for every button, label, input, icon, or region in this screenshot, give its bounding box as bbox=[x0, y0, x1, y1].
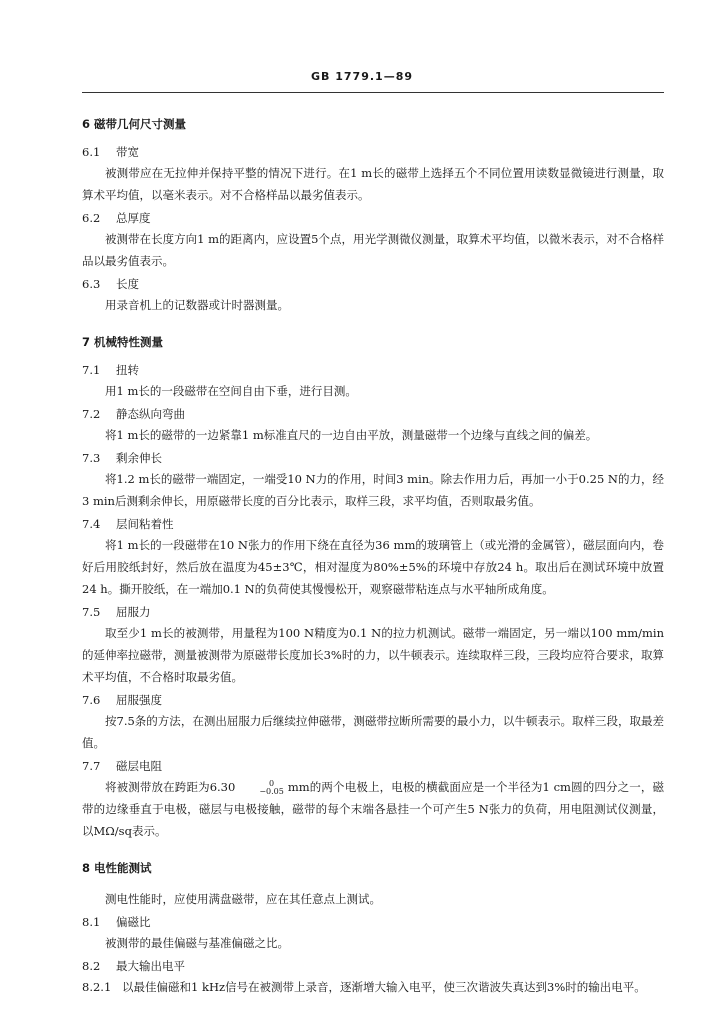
standard-code-header: GB 1779.1—89 bbox=[311, 70, 413, 83]
section-title: 总厚度 bbox=[116, 211, 151, 225]
section-number: 6.3 bbox=[82, 277, 101, 291]
section-7-heading: 7 机械特性测量 bbox=[82, 335, 164, 349]
section-7-6-text: 按7.5条的方法，在测出屈服力后继续拉伸磁带，测磁带拉断所需要的最小力，以牛顿表示。取样三段，取最差值。 bbox=[82, 714, 664, 750]
section-7-3-heading bbox=[82, 450, 664, 466]
section-number: 7.7 bbox=[82, 759, 101, 773]
section-number: 7.3 bbox=[82, 451, 101, 465]
section-8-2-1-text bbox=[82, 976, 664, 998]
section-6-1-heading bbox=[82, 144, 664, 160]
section-7-1-heading bbox=[82, 362, 664, 378]
section-7-1-text: 用1 m长的一段磁带在空间自由下垂，进行目测。 bbox=[105, 384, 357, 398]
section-title: 长度 bbox=[116, 277, 139, 291]
section-7-7-text bbox=[82, 776, 664, 842]
section-number: 7.2 bbox=[82, 407, 101, 421]
section-title: 屈服强度 bbox=[116, 693, 162, 707]
tolerance-upper: 0 bbox=[269, 779, 275, 788]
section-title: 屈服力 bbox=[116, 605, 151, 619]
section-6-2-text: 被测带在长度方向1 m的距离内，应设置5个点，用光学测微仪测量，取算术平均值，以微米表示，对不合格样品以最劣值表示。 bbox=[82, 232, 664, 268]
section-number: 8.2 bbox=[82, 959, 101, 973]
section-6-3-text: 用录音机上的记数器或计时器测量。 bbox=[105, 298, 289, 312]
section-8-1-heading bbox=[82, 914, 664, 930]
section-title: 带宽 bbox=[116, 145, 139, 159]
section-6-heading: 6 磁带几何尺寸测量 bbox=[82, 117, 187, 131]
section-7-2-text: 将1 m长的磁带的一边紧靠1 m标准直尺的一边自由平放，测量磁带一个边缘与直线之间的偏差。 bbox=[105, 428, 598, 442]
section-7-4-text: 将1 m长的一段磁带在10 N张力的作用下绕在直径为36 mm的玻璃管上（或光滑的金属管），磁层面向内，卷好后用胶纸封好，然后放在温度为45±3℃，相对湿度为80%±5%的环境中存放24 h。取出后在测试环境中放置24 h。撕开胶纸，在一端加0.1 N的负荷使其慢慢松开，观察磁带粘连点与水平轴所成角度。 bbox=[82, 538, 664, 596]
document-body bbox=[82, 112, 664, 1002]
section-8-2-heading bbox=[82, 958, 664, 974]
section-8-heading: 8 电性能测试 bbox=[82, 861, 152, 875]
section-7-5-text: 取至少1 m长的被测带，用量程为100 N精度为0.1 N的拉力机测试。磁带一端固定，另一端以100 mm/min的延伸率拉磁带，测量被测带为原磁带长度加长3%时的力，以牛顿表示。连续取样三段，三段均应符合要求，取算术平均值，不合格时取最劣值。 bbox=[82, 626, 664, 684]
section-title: 磁层电阻 bbox=[116, 759, 162, 773]
section-number: 7.4 bbox=[82, 517, 101, 531]
section-6-1-text: 被测带应在无拉伸并保持平整的情况下进行。在1 m长的磁带上选择五个不同位置用读数显微镜进行测量，取算术平均值，以毫米表示。对不合格样品以最劣值表示。 bbox=[82, 166, 664, 202]
section-title: 偏磁比 bbox=[116, 915, 151, 929]
section-title: 剩余伸长 bbox=[116, 451, 162, 465]
section-title: 最大输出电平 bbox=[116, 959, 185, 973]
header-rule bbox=[82, 92, 664, 93]
section-8-2-1-body: 以最佳偏磁和1 kHz信号在被测带上录音，逐渐增大输入电平，使三次谐波失真达到3%时的输出电平。 bbox=[122, 980, 646, 994]
section-7-5-heading bbox=[82, 604, 664, 620]
section-number: 6.1 bbox=[82, 145, 101, 159]
section-number: 6.2 bbox=[82, 211, 101, 225]
section-number: 7.5 bbox=[82, 605, 101, 619]
section-7-2-heading bbox=[82, 406, 664, 422]
section-7-4-heading bbox=[82, 516, 664, 532]
section-7-6-heading bbox=[82, 692, 664, 708]
section-6-3-heading bbox=[82, 276, 664, 292]
text-before-tolerance: 将被测带放在跨距为6.30 bbox=[105, 780, 236, 794]
section-7-7-heading bbox=[82, 758, 664, 774]
section-number: 8.2.1 bbox=[82, 980, 112, 994]
text-after-tolerance: mm的两个电极上，电极的横截面应是一个半径为1 cm圆的四分之一，磁带的边缘垂直于电极，磁层与电极接触，磁带的每个末端各悬挂一个可产生5 N张力的负荷，用电阻测试仪测量，以MΩ/sq表示。 bbox=[82, 780, 665, 838]
section-number: 8.1 bbox=[82, 915, 101, 929]
section-title: 静态纵向弯曲 bbox=[116, 407, 185, 421]
section-8-intro: 测电性能时，应使用满盘磁带，应在其任意点上测试。 bbox=[105, 892, 381, 906]
section-8-1-text: 被测带的最佳偏磁与基准偏磁之比。 bbox=[105, 936, 289, 950]
section-number: 7.1 bbox=[82, 363, 101, 377]
section-number: 7.6 bbox=[82, 693, 101, 707]
tolerance-stack bbox=[236, 780, 284, 796]
section-title: 扭转 bbox=[116, 363, 139, 377]
section-6-2-heading bbox=[82, 210, 664, 226]
tolerance-lower: −0.05 bbox=[259, 787, 284, 796]
section-7-3-text: 将1.2 m长的磁带一端固定，一端受10 N力的作用，时间3 min。除去作用力后，再加一小于0.25 N的力，经3 min后测剩余伸长，用原磁带长度的百分比表示，取样三段，求平均值，否则取最劣值。 bbox=[82, 472, 664, 508]
section-title: 层间粘着性 bbox=[116, 517, 174, 531]
